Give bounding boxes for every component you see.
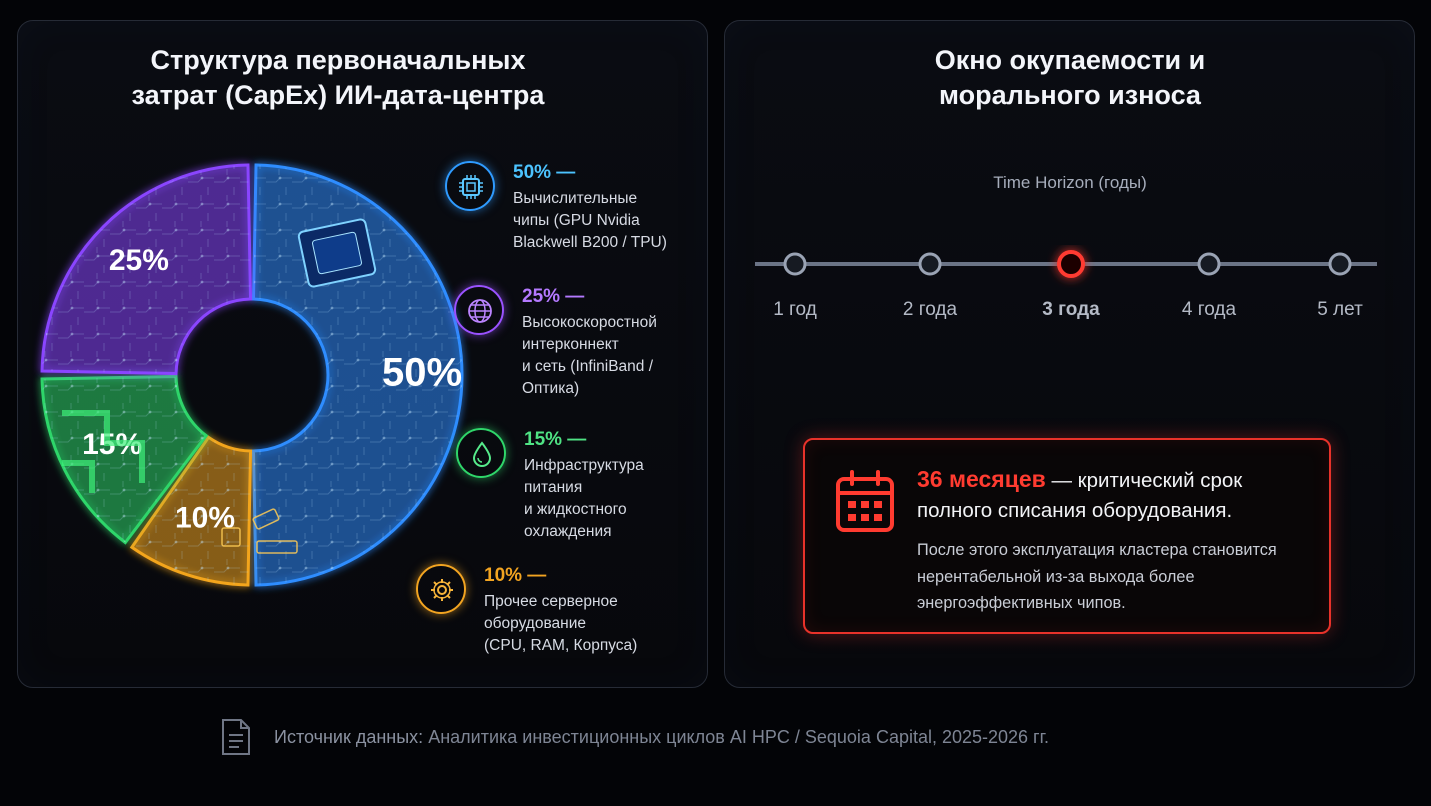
payback-title (815, 43, 1325, 113)
capex-title-line-2: затрат (CapEx) ИИ-дата-центра (131, 80, 545, 110)
legend-desc-line: и сеть (InfiniBand / (522, 358, 654, 375)
callout-head-text: — критический срок полного списания оборудования. (917, 469, 1243, 522)
water-drop-icon (456, 428, 506, 478)
source-footer (220, 718, 1120, 758)
timeline-tick-label: 4 года (1181, 299, 1237, 320)
donut-label-chips: 50% (381, 350, 463, 395)
time-horizon-timeline (751, 245, 1381, 441)
legend-desc-other-hardware (484, 591, 684, 657)
calendar-icon (835, 470, 895, 534)
legend-desc-line: Blackwell B200 / TPU) (513, 234, 667, 251)
callout-headline (917, 464, 1317, 526)
payback-title-line-1: Окно окупаемости и (934, 45, 1206, 75)
callout-body: После этого эксплуатация кластера становится нерентабельной из-за выхода более энергоэффективных чипов. (917, 541, 1277, 612)
timeline-tick-label: 5 лет (1317, 299, 1363, 320)
legend-desc-line: Вычислительные (513, 190, 638, 207)
legend-desc-chips (513, 188, 713, 254)
callout-accent: 36 месяцев (917, 466, 1046, 492)
legend-desc-network (522, 312, 722, 400)
document-icon (220, 718, 252, 756)
legend-desc-line: чипы (GPU Nvidia (513, 212, 640, 229)
payback-panel (724, 20, 1415, 688)
timeline-marker-3 (1059, 252, 1083, 276)
source-label: Источник данных: (274, 727, 424, 747)
legend-desc-line: (CPU, RAM, Корпуса) (484, 637, 638, 654)
legend-pct-chips: 50% — (513, 162, 576, 183)
timeline-tick-label: 1 год (773, 299, 817, 320)
gear-icon (416, 564, 466, 614)
legend-desc-line: Прочее серверное (484, 593, 618, 610)
capex-title (88, 43, 588, 113)
legend-desc-line: оборудование (484, 615, 586, 632)
legend-desc-line: Высокоскоростной (522, 314, 657, 331)
timeline-marker-4 (1199, 254, 1219, 274)
capex-title-line-1: Структура первоначальных (150, 45, 526, 75)
legend-desc-power-cooling (524, 455, 724, 543)
source-description: Аналитика инвестиционных циклов AI HPC / Sequoia Capital, 2025-2026 гг. (423, 727, 1049, 747)
legend-desc-line: Инфраструктура (524, 457, 644, 474)
donut-label-power-cooling: 15% (82, 428, 143, 462)
legend-desc-line: охлаждения (524, 523, 612, 540)
capex-donut-chart (32, 143, 472, 613)
legend-pct-power-cooling: 15% — (524, 429, 587, 450)
donut-label-other-hardware: 10% (175, 501, 236, 535)
legend-desc-line: интерконнект (522, 336, 619, 353)
legend-desc-line: питания (524, 479, 583, 496)
timeline-tick-label: 2 года (902, 299, 958, 320)
timeline-marker-1 (785, 254, 805, 274)
legend-desc-line: и жидкостного (524, 501, 627, 518)
timeline-marker-2 (920, 254, 940, 274)
legend-pct-network: 25% — (522, 286, 585, 307)
legend-desc-line: Оптика) (522, 380, 580, 397)
timeline-marker-5 (1330, 254, 1350, 274)
globe-network-icon (454, 285, 504, 335)
source-text (274, 727, 1049, 748)
payback-callout (803, 438, 1331, 634)
capex-panel (17, 20, 708, 688)
legend-pct-other-hardware: 10% — (484, 565, 547, 586)
donut-label-network: 25% (108, 243, 169, 277)
chip-icon (445, 161, 495, 211)
timeline-caption: Time Horizon (годы) (993, 173, 1147, 192)
timeline-tick-label: 3 года (1042, 299, 1100, 320)
payback-title-line-2: морального износа (939, 80, 1201, 110)
